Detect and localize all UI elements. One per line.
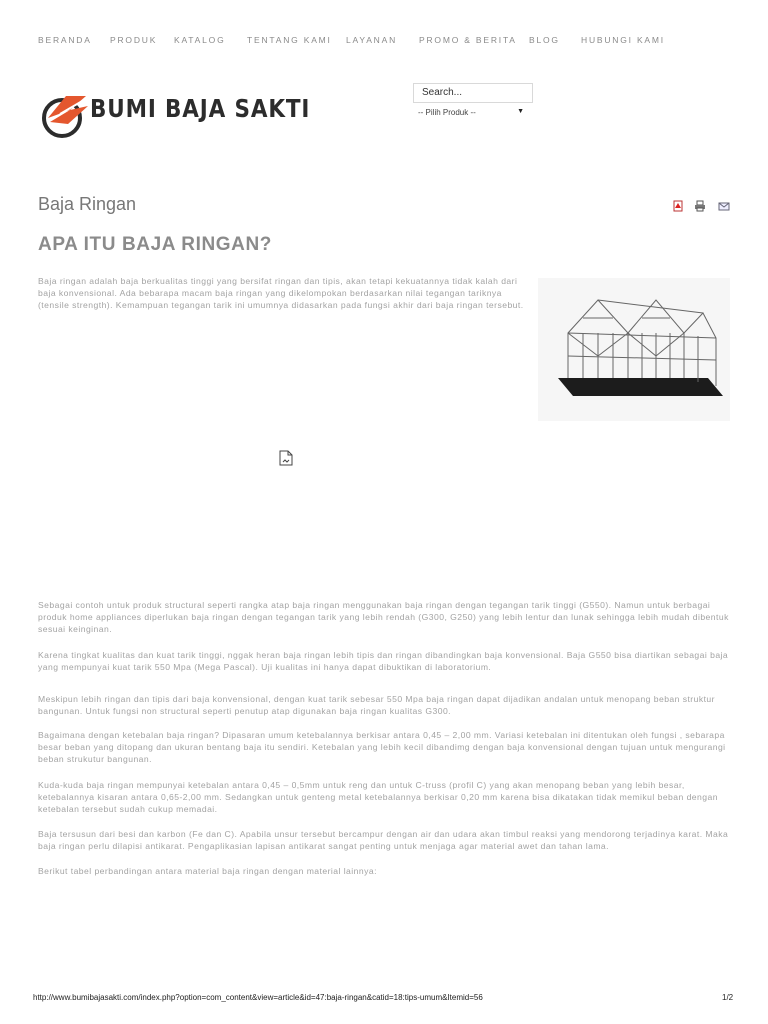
article-paragraph: Baja tersusun dari besi dan karbon (Fe dan C). Apabila unsur tersebut bercampur dengan air dan udara akan timbul reaksi yang mendorong terjadinya karat. Maka baja ringan perlu dilapisi antikarat. Pengaplikasian lapisan antikarat sangat penting untuk menjaga agar material awet dan tahan lama. [38,829,729,852]
top-navigation [38,35,748,49]
article-heading: APA ITU BAJA RINGAN? [38,234,273,255]
chevron-down-icon: ▼ [517,108,524,115]
steel-frame-illustration [538,278,730,421]
nav-promo-berita[interactable]: PROMO & BERITA [419,35,517,45]
product-select[interactable] [418,108,528,120]
email-icon[interactable] [718,200,730,212]
article-tools [672,200,734,214]
steel-frame-house-image [538,278,730,421]
article-paragraph: Kuda-kuda baja ringan mempunyai ketebalan antara 0,45 – 0,5mm untuk reng dan untuk C-truss (profil C) yang akan menopang beban yang lebih besar, ketebalannya kisaran antara 0,65-2,00 mm. Sedangkan untuk genteng metal ketebalannya berkisar 0,20 mm karena bisa dikatakan tidak memikul beban dengan ketebalan tersebut sudah cukup memadai. [38,780,718,815]
logo-text: BUMI BAJA SAKTI [90,94,311,123]
site-logo[interactable] [40,86,311,142]
search-input[interactable]: Search... [413,83,533,103]
article-paragraph: Berikut tabel perbandingan antara material baja ringan dengan material lainnya: [38,866,377,876]
nav-produk[interactable]: PRODUK [110,35,158,45]
page-number: 1/2 [722,993,734,1002]
nav-hubungi-kami[interactable]: HUBUNGI KAMI [581,35,665,45]
article-paragraph: Bagaimana dengan ketebalan baja ringan? Dipasaran umum ketebalannya berkisar antara 0,45 – 2,00 mm. Variasi ketebalan ini ditentukan oleh fungsi , sebarapa besar beban yang ditopang dan ukuran bentang baja itu sendiri. Ketebalan yang lebih kecil dibandimg dengan baja konvensional dengan tujuan untuk mengurangi beban strukutur bangunan. [38,730,726,765]
nav-beranda[interactable]: BERANDA [38,35,92,45]
page-url: http://www.bumibajasakti.com/index.php?option=com_content&view=article&id=47:baja-ringan&catid=18:tips-umum&Itemid=56 [33,993,483,1002]
nav-tentang-kami[interactable]: TENTANG KAMI [247,35,332,45]
article-paragraph: Baja ringan adalah baja berkualitas tinggi yang bersifat ringan dan tipis, akan tetapi kekuatannya tidak kalah dari baja konvensional. Ada bebarapa macam baja ringan yang dikelompokan berdasarkan nilai tegangan tariknya (tensile strength). Kemampuan tegangan tarik ini umumnya didasarkan pada fungsi akhir dari baja ringan tersebut. [38,276,524,311]
pdf-icon[interactable] [672,200,684,212]
product-select-value: -- Pilih Produk -- [418,108,476,117]
article-paragraph: Meskipun lebih ringan dan tipis dari baja konvensional, dengan kuat tarik sebesar 550 Mpa baja ringan dapat dijadikan andalan untuk menopang beban struktur bangunan. Untuk fungsi non structural seperti penutup atap digunakan baja ringan kualitas G300. [38,694,715,717]
broken-image-icon [279,450,293,466]
logo-mark-icon [40,88,92,140]
nav-blog[interactable]: BLOG [529,35,560,45]
nav-layanan[interactable]: LAYANAN [346,35,398,45]
print-icon[interactable] [694,200,706,212]
article-paragraph: Karena tingkat kualitas dan kuat tarik tinggi, nggak heran baja ringan lebih tipis dan ringan dibandingkan baja konvensional. Baja G550 bisa diartikan sebagai baja yang mempunyai kuat tarik 550 Mpa (Mega Pascal). Uji kualitas ini hanya dapat dibuktikan di laboratorium. [38,650,729,673]
nav-katalog[interactable]: KATALOG [174,35,226,45]
page-title: Baja Ringan [38,194,137,214]
article-paragraph: Sebagai contoh untuk produk structural seperti rangka atap baja ringan menggunakan baja ringan dengan tegangan tarik tinggi (G550). Namun untuk berbagai produk home appliances diperlukan baja ringan dengan tegangan tarik yang lebih rendah (G300, G250) yang lebih lentur dan lunak sehingga lebih mudah dibentuk sesuai keinginan. [38,600,729,635]
